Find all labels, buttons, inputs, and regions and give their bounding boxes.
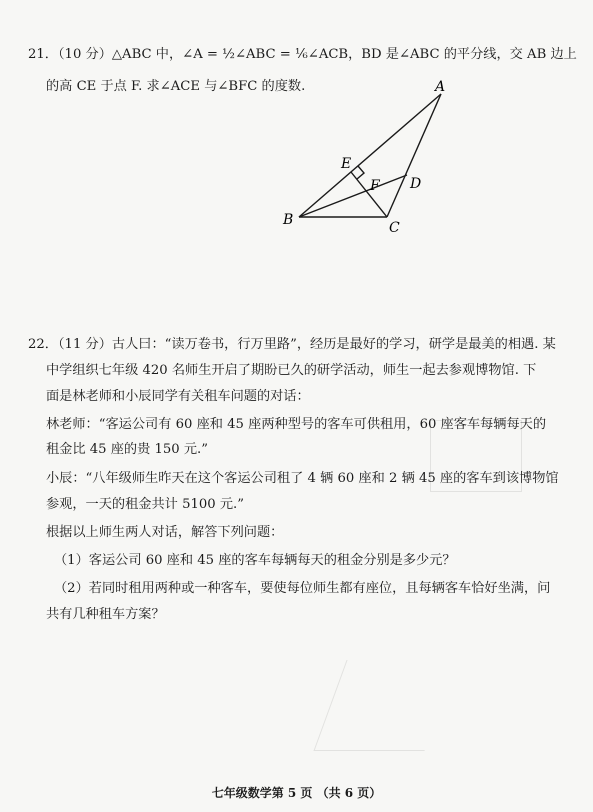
q22-line-2: 中学组织七年级 420 名师生开启了期盼已久的研学活动，师生一起去参观博物馆. 下	[46, 363, 537, 378]
triangle-figure	[275, 80, 475, 240]
page-footer: 七年级数学第 5 页 （共 6 页）	[211, 786, 382, 800]
label-A: A	[435, 80, 446, 95]
q22-teacher-line-2: 租金比 45 座的贵 150 元.”	[46, 442, 208, 457]
q22-student-line-2: 参观，一天的租金共计 5100 元.”	[46, 497, 244, 512]
q22-part-1: （1）客运公司 60 座和 45 座的客车每辆每天的租金分别是多少元？	[54, 553, 456, 568]
q21-line-2: 的高 CE 于点 F. 求∠ACE 与∠BFC 的度数.	[46, 79, 306, 94]
q22-part-2-line-2: 共有几种租车方案？	[46, 607, 165, 622]
q22-line-1: 22．（11 分）古人曰：“读万卷书，行万里路”，经历是最好的学习，研学是最美的相遇. 某	[28, 337, 556, 352]
q21-line-1: 21．（10 分）△ABC 中，∠A = ½∠ABC = ⅙∠ACB，BD 是∠ABC 的平分线，交 AB 边上	[28, 47, 577, 62]
label-C: C	[389, 220, 400, 236]
q22-student-line-1: 小辰：“八年级师生昨天在这个客运公司租了 4 辆 60 座和 2 辆 45 座的客车到该博物馆	[46, 471, 559, 486]
label-F: F	[370, 178, 380, 194]
q22-line-3: 面是林老师和小辰同学有关租车问题的对话：	[46, 389, 310, 404]
label-E: E	[341, 156, 352, 172]
label-B: B	[283, 212, 294, 228]
q22-teacher-line-1: 林老师：“客运公司有 60 座和 45 座两种型号的客车可供租用，60 座客车每辆每天的	[46, 417, 547, 432]
bleed-through-mark	[313, 660, 457, 751]
q22-part-2-line-1: （2）若同时租用两种或一种客车，要使每位师生都有座位，且每辆客车恰好坐满，问	[54, 581, 551, 596]
q22-instruction: 根据以上师生两人对话，解答下列问题：	[46, 525, 284, 540]
label-D: D	[410, 176, 422, 192]
